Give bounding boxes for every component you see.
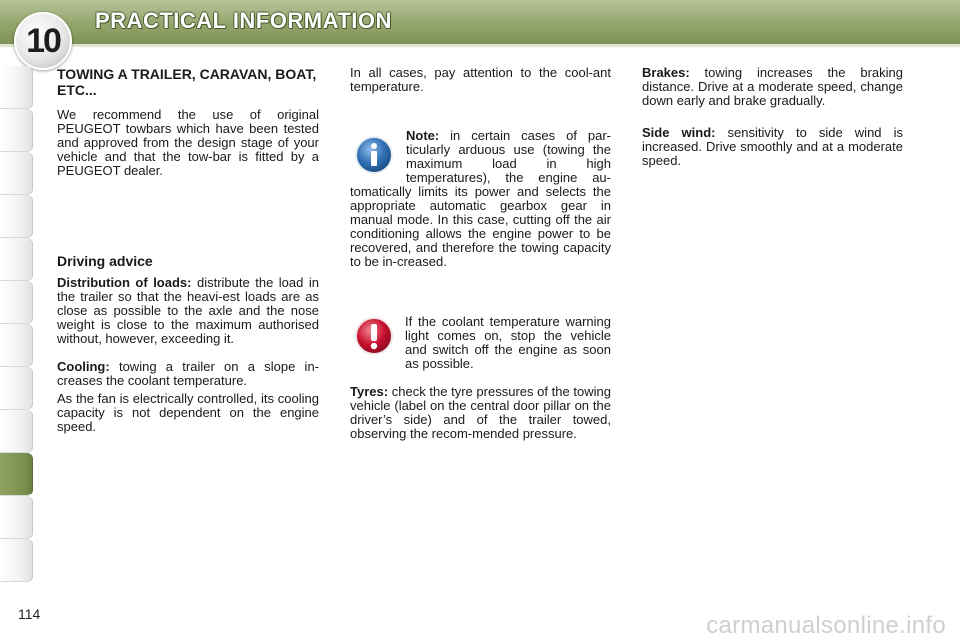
cooling-paragraph <box>57 360 319 388</box>
note-text: in certain cases of par-ticularly arduous use (towing the maximum load in high temperatures), the engine au-tomatically limits its power and selects the appropriate automatic gearbox gear in manual mode. In this case, cutting off the air conditioning allows the engine power to be recovered, and therefore the towing capacity to be in-creased. <box>350 128 611 269</box>
brakes-text: towing increases the braking distance. Drive at a moderate speed, change down early and brake gradually. <box>642 65 903 108</box>
icon-spacer <box>350 129 406 173</box>
chapter-tab[interactable] <box>0 195 33 238</box>
coolant-intro: In all cases, pay attention to the cool-ant temperature. <box>350 65 611 94</box>
chapter-tab[interactable] <box>0 539 33 582</box>
column-3 <box>642 66 903 176</box>
chapter-tab-active[interactable] <box>0 453 33 496</box>
side-wind-text: sensitivity to side wind is increased. Drive smoothly and at a moderate speed. <box>642 125 903 168</box>
chapter-tab[interactable] <box>0 281 33 324</box>
note-label: Note: <box>406 128 440 143</box>
chapter-tabs <box>0 66 34 582</box>
chapter-tab[interactable] <box>0 152 33 195</box>
tyres-paragraph <box>350 385 611 441</box>
brakes-paragraph <box>642 66 903 108</box>
side-wind-label: Side wind: <box>642 125 716 140</box>
watermark-text: carmanualsonline.info <box>706 612 946 639</box>
column-2 <box>350 66 611 102</box>
distribution-paragraph <box>57 276 319 346</box>
brakes-label: Brakes: <box>642 65 690 80</box>
column-1 <box>57 66 319 442</box>
exclamation-icon <box>354 316 394 356</box>
coolant-warning-paragraph: If the coolant temperature warning light comes on, stop the vehicle and switch off the engine as soon as possible. <box>405 314 611 371</box>
chapter-number-badge: 10 <box>14 12 72 70</box>
cooling-label: Cooling: <box>57 359 110 374</box>
subheading-driving-advice: Driving advice <box>57 253 153 269</box>
chapter-tab[interactable] <box>0 109 33 152</box>
page-title: PRACTICAL INFORMATION <box>95 8 392 33</box>
tyres-text: check the tyre pressures of the towing vehicle (label on the central door pillar on the driver’s side) and of the trailer towed, observing the recom-mended pressure. <box>350 384 611 441</box>
distribution-label: Distribution of loads: <box>57 275 192 290</box>
chapter-tab[interactable] <box>0 367 33 410</box>
intro-paragraph: We recommend the use of original PEUGEOT towbars which have been tested and approved from the design stage of your vehicle and that the tow-bar is fitted by a PEUGEOT dealer. <box>57 107 319 178</box>
section-heading: TOWING A TRAILER, CARAVAN, BOAT, ETC... <box>57 66 317 98</box>
chapter-tab[interactable] <box>0 66 33 109</box>
chapter-tab[interactable] <box>0 324 33 367</box>
chapter-tab[interactable] <box>0 410 33 453</box>
note-paragraph <box>350 129 611 269</box>
page-number: 114 <box>18 606 41 622</box>
distribution-text: distribute the load in the trailer so that the heavi-est loads are as close as possible to the axle and the nose weight is close to the maximum authorised without, however, exceeding it. <box>57 275 319 346</box>
cooling-text: towing a trailer on a slope in-creases the coolant temperature. <box>57 359 319 388</box>
tyres-label: Tyres: <box>350 384 389 399</box>
chapter-tab[interactable] <box>0 496 33 539</box>
side-wind-paragraph <box>642 126 903 168</box>
header-divider <box>0 44 960 47</box>
fan-paragraph: As the fan is electrically controlled, its cooling capacity is not dependent on the engine speed. <box>57 391 319 434</box>
chapter-tab[interactable] <box>0 238 33 281</box>
